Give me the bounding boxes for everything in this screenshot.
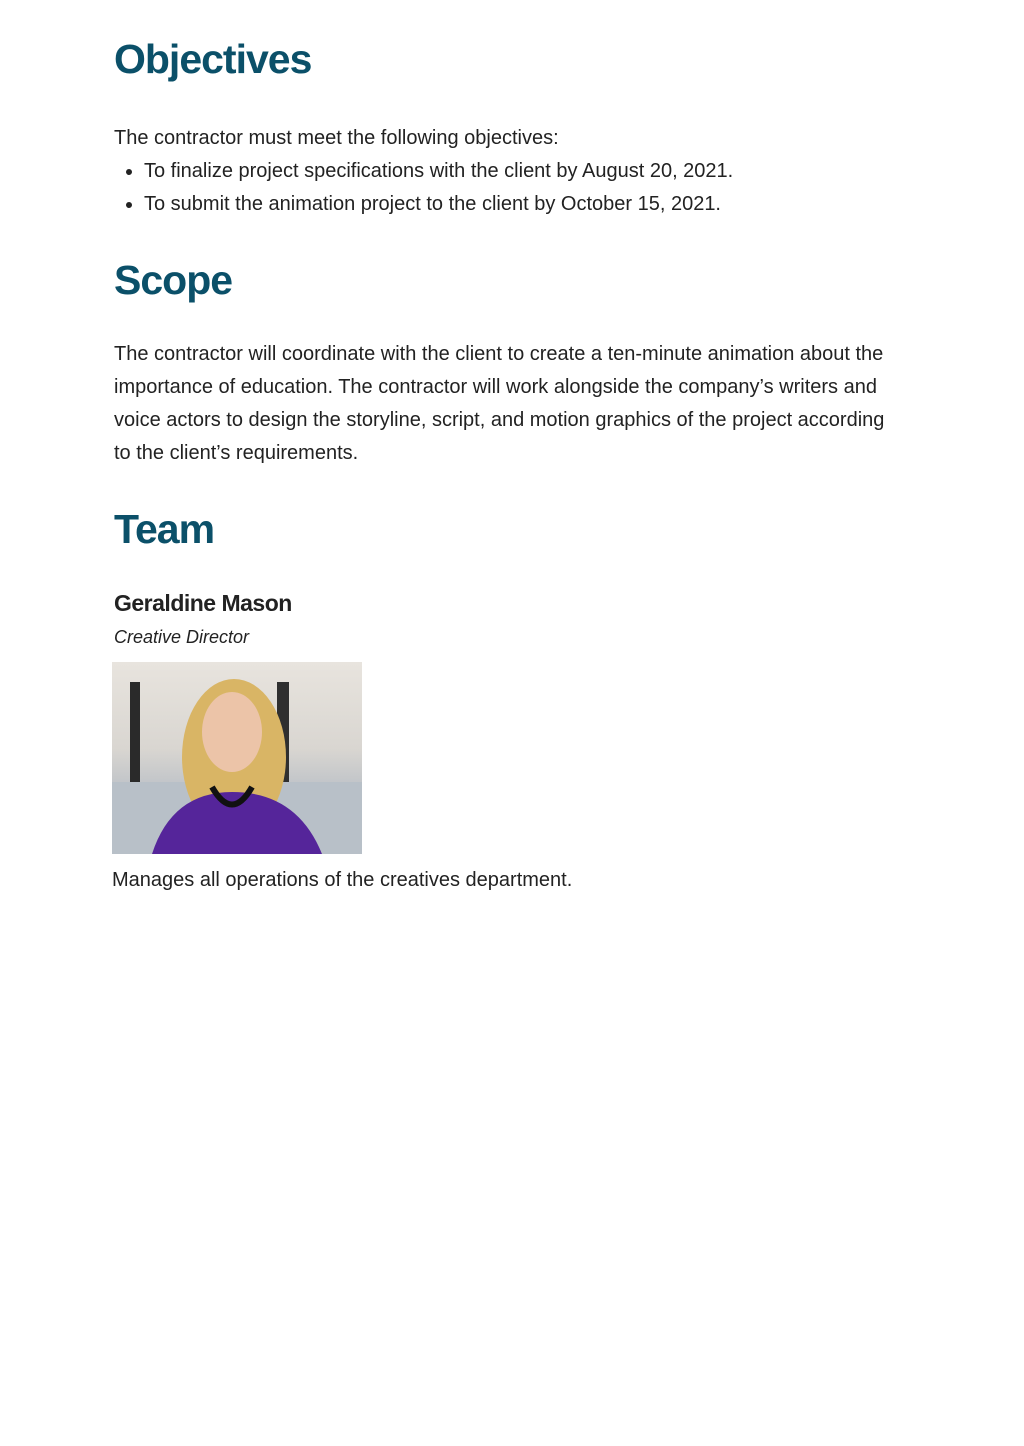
scope-body: The contractor will coordinate with the client to create a ten-minute animation about the importance of education. The contractor will work alongside the company’s writers and voice actors to design the storyline, script, and motion graphics of the project according to the client’s requirements. <box>114 343 885 464</box>
member-description: Manages all operations of the creatives department. <box>112 869 573 891</box>
member-role: Creative Director <box>114 627 250 647</box>
objectives-section <box>114 122 914 221</box>
objectives-intro: The contractor must meet the following objectives: <box>114 127 559 149</box>
objectives-heading: Objectives <box>114 36 312 82</box>
scope-heading: Scope <box>114 257 233 303</box>
objectives-list <box>114 155 914 221</box>
member-name: Geraldine Mason <box>114 590 292 616</box>
list-item: • To finalize project specifications with the client by August 20, 2021. <box>144 155 914 188</box>
member-photo <box>112 662 362 854</box>
team-heading: Team <box>114 506 215 552</box>
list-item: • To submit the animation project to the client by October 15, 2021. <box>144 188 914 221</box>
